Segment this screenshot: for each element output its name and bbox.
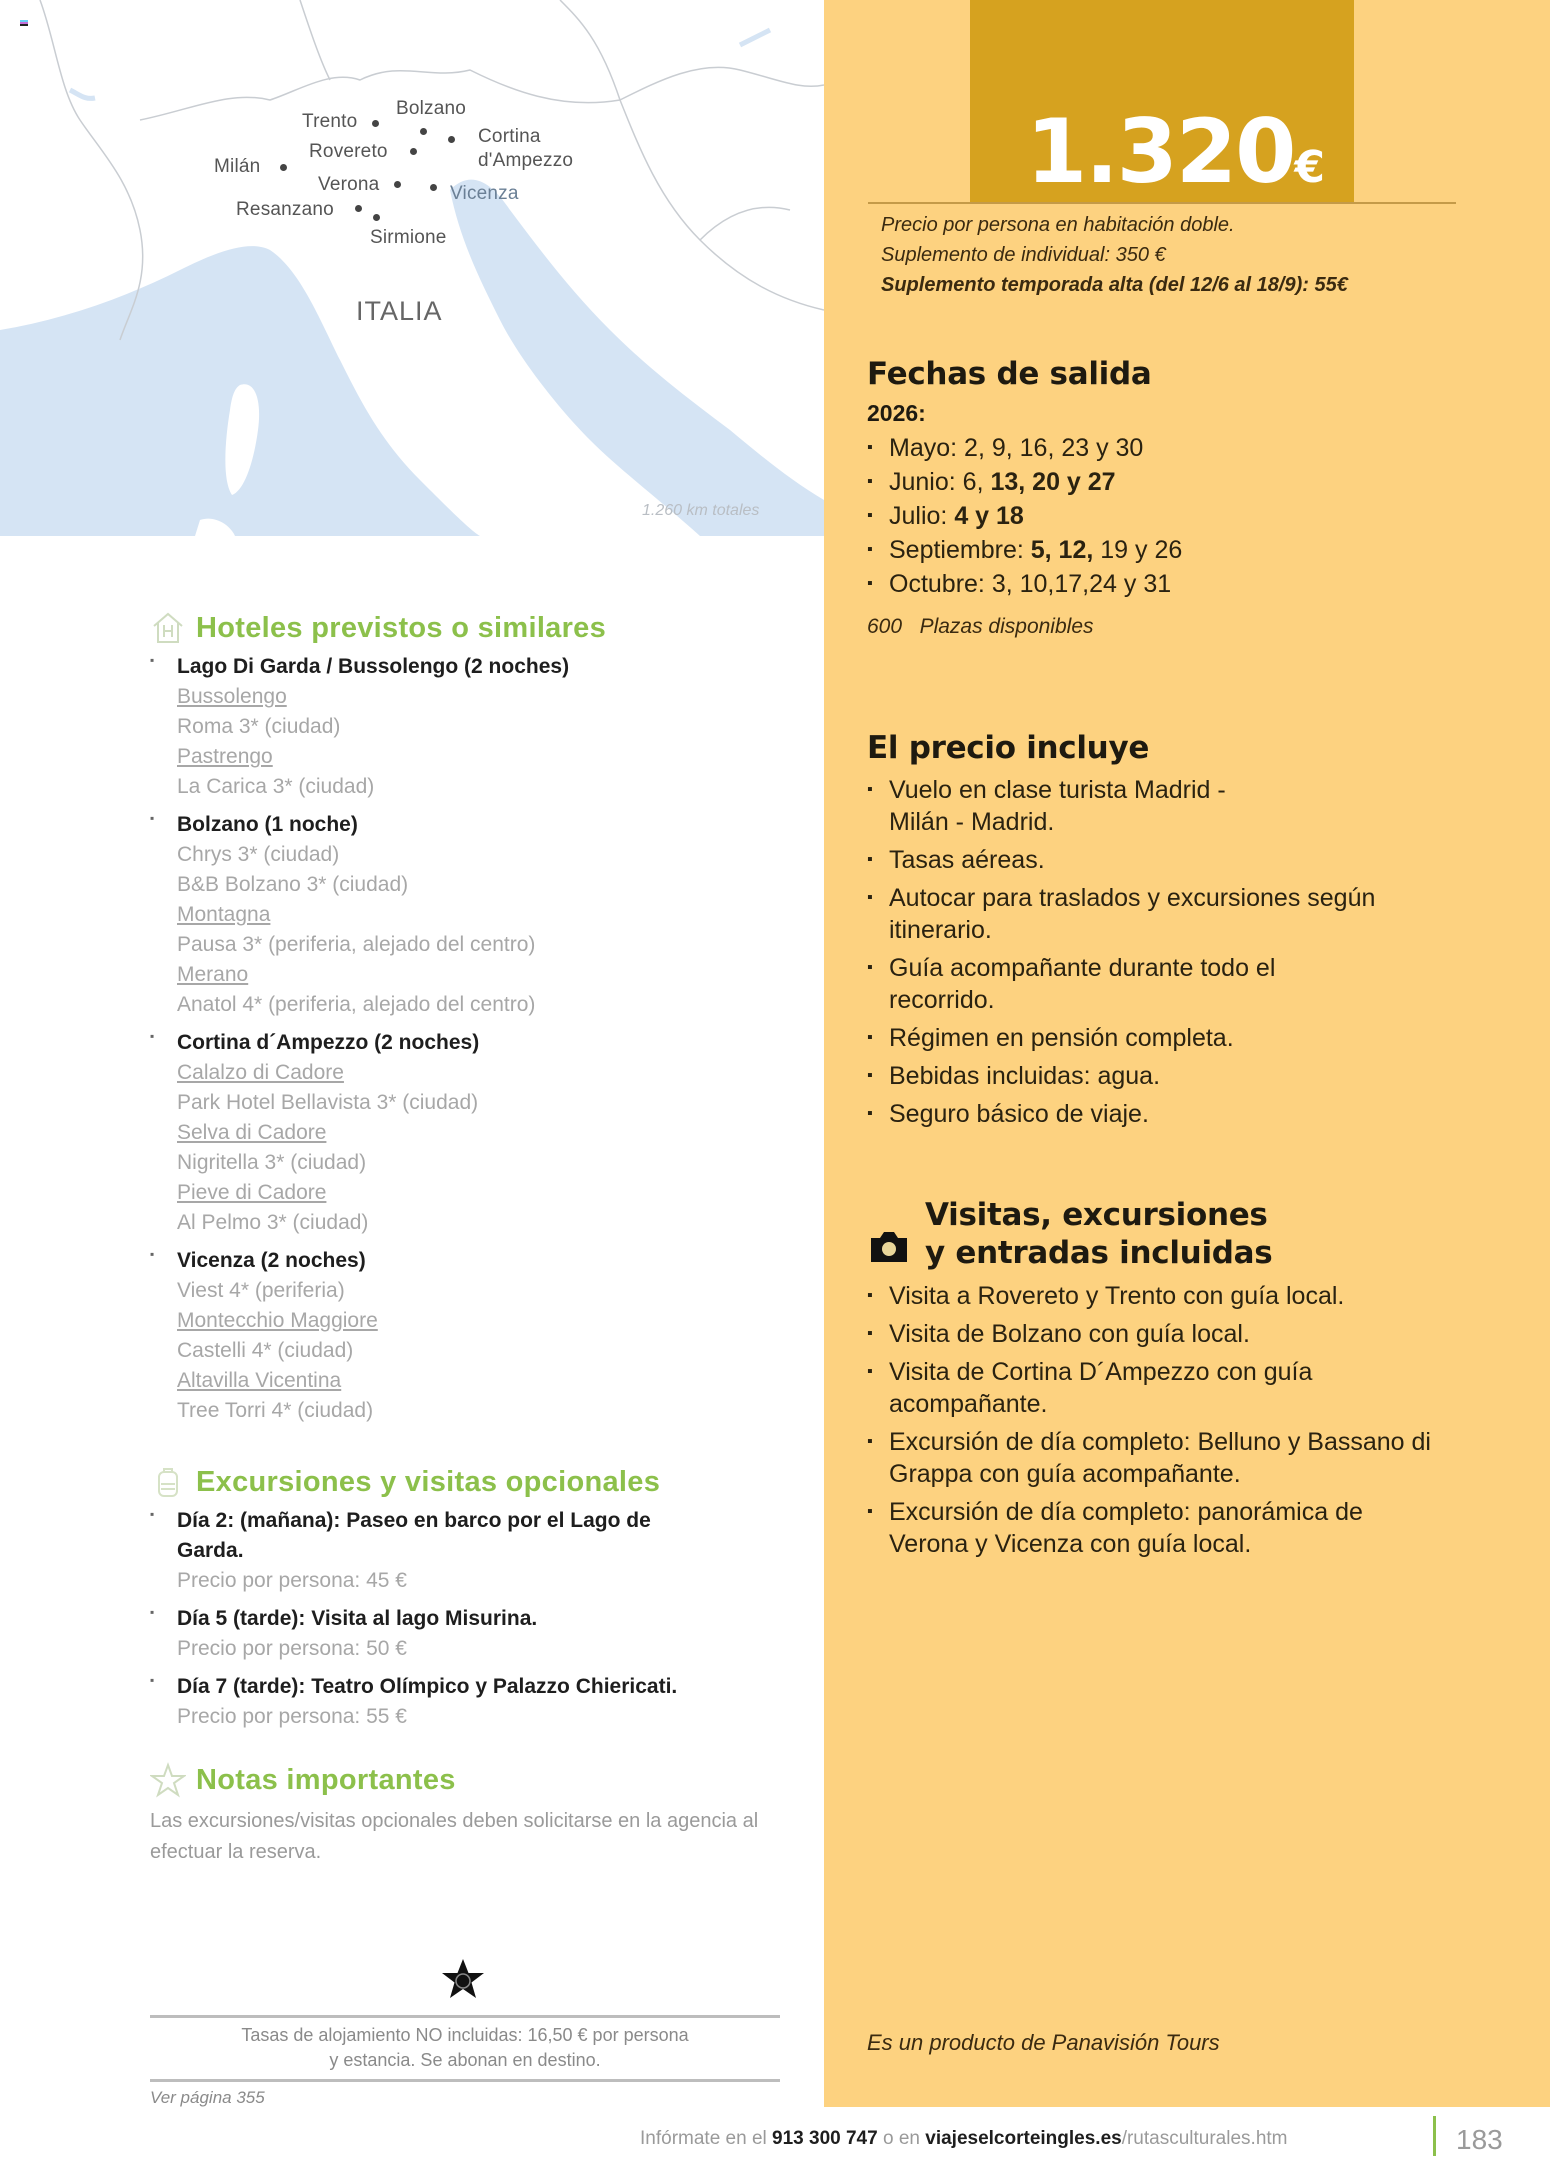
optional-excursion-item	[150, 1506, 790, 1596]
map-city-dot	[355, 205, 362, 212]
included-item: ▪ Tasas aéreas.	[867, 844, 1387, 876]
seats-count: 600	[867, 615, 903, 638]
town-name: Bussolengo	[177, 685, 287, 708]
month-label: Octubre:	[889, 570, 985, 598]
price-note-season: Suplemento temporada alta (del 12/6 al 18/9): 55€	[881, 274, 1348, 296]
footer-phone-link[interactable]: 913 300 747	[772, 2128, 878, 2149]
optional-excursions-title: Excursiones y visitas opcionales	[196, 1465, 661, 1498]
town-name: Calalzo di Cadore	[177, 1061, 344, 1084]
price-note: Precio por persona en habitación doble.	[881, 214, 1235, 236]
location-heading: Cortina d´Ampezzo (2 noches)	[177, 1031, 480, 1054]
hotel-name: Pausa 3* (periferia, alejado del centro)	[177, 933, 536, 956]
price-value	[1026, 100, 1325, 212]
included-visit: ▪ Visita a Rovereto y Trento con guía local.	[867, 1280, 1467, 1312]
included-item: ▪ Autocar para traslados y excursiones según itinerario.	[867, 882, 1387, 946]
hotels-heading	[150, 610, 790, 646]
price-box	[970, 0, 1354, 202]
departure-month	[867, 499, 1507, 533]
included-visit: ▪ Excursión de día completo: Belluno y Bassano di Grappa con guía acompañante.	[867, 1426, 1467, 1490]
map-city-dot	[280, 164, 287, 171]
map-city-dot	[372, 120, 379, 127]
town-name: Pastrengo	[177, 745, 273, 768]
map-city-label: Vicenza	[450, 183, 519, 204]
optional-excursions-section	[150, 1464, 790, 1732]
available-seats	[867, 615, 1507, 639]
departure-month	[867, 567, 1507, 601]
operator-credit: Es un producto de Panavisión Tours	[867, 2030, 1220, 2055]
hotel-location	[150, 1246, 790, 1426]
footer-website-path: /rutasculturales.htm	[1121, 2128, 1288, 2149]
footer-divider	[1433, 2116, 1436, 2156]
map-city-label: Rovereto	[309, 141, 388, 162]
month-dates: 19 y 26	[1093, 536, 1183, 564]
price-currency: €	[1294, 142, 1325, 193]
map-city-dot	[410, 148, 417, 155]
departure-months-list	[867, 431, 1507, 601]
excursion-price: Precio por persona: 45 €	[177, 1569, 407, 1592]
excursion-title: ▪ Día 5 (tarde): Visita al lago Misurina.	[177, 1607, 538, 1630]
map-city-dot	[448, 136, 455, 143]
included-item: ▪ Bebidas incluidas: agua.	[867, 1060, 1387, 1092]
hotel-name: Roma 3* (ciudad)	[177, 715, 341, 738]
departure-month	[867, 431, 1507, 465]
map-city-label: Trento	[302, 111, 358, 132]
month-dates-high-season: 13, 20 y 27	[983, 468, 1116, 496]
footer-website-link[interactable]: viajeselcorteingles.es	[925, 2128, 1122, 2149]
departure-dates-title: Fechas de salida	[867, 356, 1152, 392]
tax-line: Tasas de alojamiento NO incluidas: 16,50 € por persona	[241, 2025, 689, 2045]
included-visit: ▪ Excursión de día completo: panorámica de Verona y Vicenza con guía local.	[867, 1496, 1447, 1560]
hotel-name: Chrys 3* (ciudad)	[177, 843, 340, 866]
hotel-name: Al Pelmo 3* (ciudad)	[177, 1211, 369, 1234]
month-dates-high-season: 5, 12,	[1023, 536, 1094, 564]
included-visits-heading	[867, 1196, 1507, 1272]
accommodation-tax-note	[150, 2015, 780, 2082]
month-dates: 2, 9, 16, 23 y 30	[957, 434, 1144, 462]
map-city-label: d'Ampezzo	[478, 150, 574, 171]
price-includes-title: El precio incluye	[867, 730, 1150, 766]
notes-text: Las excursiones/visitas opcionales deben solicitarse en la agencia al efectuar la reserva.	[150, 1810, 759, 1863]
map-country-label: ITALIA	[356, 296, 443, 326]
map-background	[0, 0, 824, 536]
month-label: Julio:	[889, 502, 948, 530]
month-label: Junio:	[889, 468, 956, 496]
notes-section	[150, 1762, 790, 1868]
town-name: Montagna	[177, 903, 271, 926]
hotel-location	[150, 810, 790, 1020]
price-includes-list	[867, 774, 1387, 1130]
tax-line: y estancia. Se abonan en destino.	[329, 2050, 601, 2070]
town-name: Merano	[177, 963, 249, 986]
footer-text: o en	[877, 2128, 926, 2149]
backpack-icon	[150, 1464, 186, 1500]
hotel-name: Anatol 4* (periferia, alejado del centro)	[177, 993, 536, 1016]
price-note: Suplemento de individual: 350 €	[881, 244, 1166, 266]
info-panel	[824, 0, 1550, 2107]
price-notes	[881, 210, 1348, 300]
included-visits-title-line: y entradas incluidas	[925, 1235, 1273, 1271]
included-item: ▪ Vuelo en clase turista Madrid - Milán - Madrid.	[867, 774, 1287, 838]
seats-label: Plazas disponibles	[919, 615, 1094, 638]
camera-icon	[867, 1228, 911, 1266]
map-city-label: Cortina	[478, 126, 541, 147]
hotel-location-list	[150, 652, 790, 1426]
location-heading: Bolzano (1 noche)	[177, 813, 358, 836]
hotels-title: Hoteles previstos o similares	[196, 611, 607, 644]
star-badge-icon	[440, 1957, 486, 2003]
included-visits-title-line: Visitas, excursiones	[925, 1197, 1268, 1233]
departure-year: 2026:	[867, 400, 926, 426]
month-label: Mayo:	[889, 434, 958, 462]
hotel-name: B&B Bolzano 3* (ciudad)	[177, 873, 409, 896]
map-city-label: Bolzano	[396, 98, 467, 119]
departure-dates-section	[867, 356, 1507, 639]
included-item: ▪ Seguro básico de viaje.	[867, 1098, 1387, 1130]
map-city-dot	[394, 181, 401, 188]
optional-excursion-item	[150, 1604, 790, 1664]
town-name: Pieve di Cadore	[177, 1181, 327, 1204]
footer-contact	[640, 2128, 1288, 2150]
print-registration-mark	[20, 20, 28, 28]
month-dates-high-season: 4 y 18	[954, 502, 1024, 530]
departure-month	[867, 533, 1507, 567]
excursion-title: ▪ Día 7 (tarde): Teatro Olímpico y Palazzo Chiericati.	[177, 1675, 678, 1698]
route-map	[0, 0, 824, 536]
month-dates: 6,	[955, 468, 984, 496]
month-label: Septiembre:	[889, 536, 1024, 564]
included-visits-title	[925, 1196, 1272, 1272]
price-includes-section	[867, 730, 1507, 1136]
hotel-location	[150, 1028, 790, 1238]
included-item: ▪ Guía acompañante durante todo el recorrido.	[867, 952, 1307, 1016]
hotel-name: Park Hotel Bellavista 3* (ciudad)	[177, 1091, 479, 1114]
hotel-name: La Carica 3* (ciudad)	[177, 775, 375, 798]
map-city-label: Sirmione	[370, 227, 447, 248]
price-amount: 1.320	[1026, 100, 1295, 203]
location-heading: Vicenza (2 noches)	[177, 1249, 366, 1272]
town-name: Selva di Cadore	[177, 1121, 327, 1144]
map-distance-label: 1.260 km totales	[642, 502, 760, 519]
left-column	[150, 610, 790, 1868]
town-name: Altavilla Vicentina	[177, 1369, 342, 1392]
hotel-name: Castelli 4* (ciudad)	[177, 1339, 354, 1362]
included-visits-section	[867, 1196, 1507, 1566]
price-divider	[868, 202, 1456, 204]
map-city-dot	[420, 128, 427, 135]
hotel-name: Tree Torri 4* (ciudad)	[177, 1399, 374, 1422]
excursion-price: Precio por persona: 55 €	[177, 1705, 407, 1728]
hotels-section	[150, 610, 790, 1426]
optional-excursions-heading	[150, 1464, 790, 1500]
page-number: 183	[1456, 2124, 1503, 2155]
hotel-name: Nigritella 3* (ciudad)	[177, 1151, 367, 1174]
excursion-price: Precio por persona: 50 €	[177, 1637, 407, 1660]
hotel-house-icon	[150, 610, 186, 646]
notes-title: Notas importantes	[196, 1763, 456, 1796]
included-visits-list	[867, 1280, 1467, 1560]
included-item: ▪ Régimen en pensión completa.	[867, 1022, 1387, 1054]
map-city-dot	[373, 214, 380, 221]
included-visit: ▪ Visita de Cortina D´Ampezzo con guía acompañante.	[867, 1356, 1407, 1420]
optional-excursion-item	[150, 1672, 790, 1732]
map-city-label: Verona	[318, 174, 380, 195]
departure-month	[867, 465, 1507, 499]
excursion-title: ▪ Día 2: (mañana): Paseo en barco por el Lago de Garda.	[177, 1509, 651, 1562]
map-city-label: Milán	[214, 156, 261, 177]
star-outline-icon	[150, 1762, 186, 1798]
included-visit: ▪ Visita de Bolzano con guía local.	[867, 1318, 1467, 1350]
hotel-name: Viest 4* (periferia)	[177, 1279, 345, 1302]
map-city-label: Resanzano	[236, 199, 334, 220]
town-name: Montecchio Maggiore	[177, 1309, 378, 1332]
map-city-dot	[430, 184, 437, 191]
location-heading: Lago Di Garda / Bussolengo (2 noches)	[177, 655, 570, 678]
see-page-reference: Ver página 355	[150, 2088, 265, 2107]
month-dates: 3, 10,17,24 y 31	[984, 570, 1172, 598]
footer-text: Infórmate en el	[640, 2128, 773, 2149]
hotel-location	[150, 652, 790, 802]
notes-heading	[150, 1762, 790, 1798]
